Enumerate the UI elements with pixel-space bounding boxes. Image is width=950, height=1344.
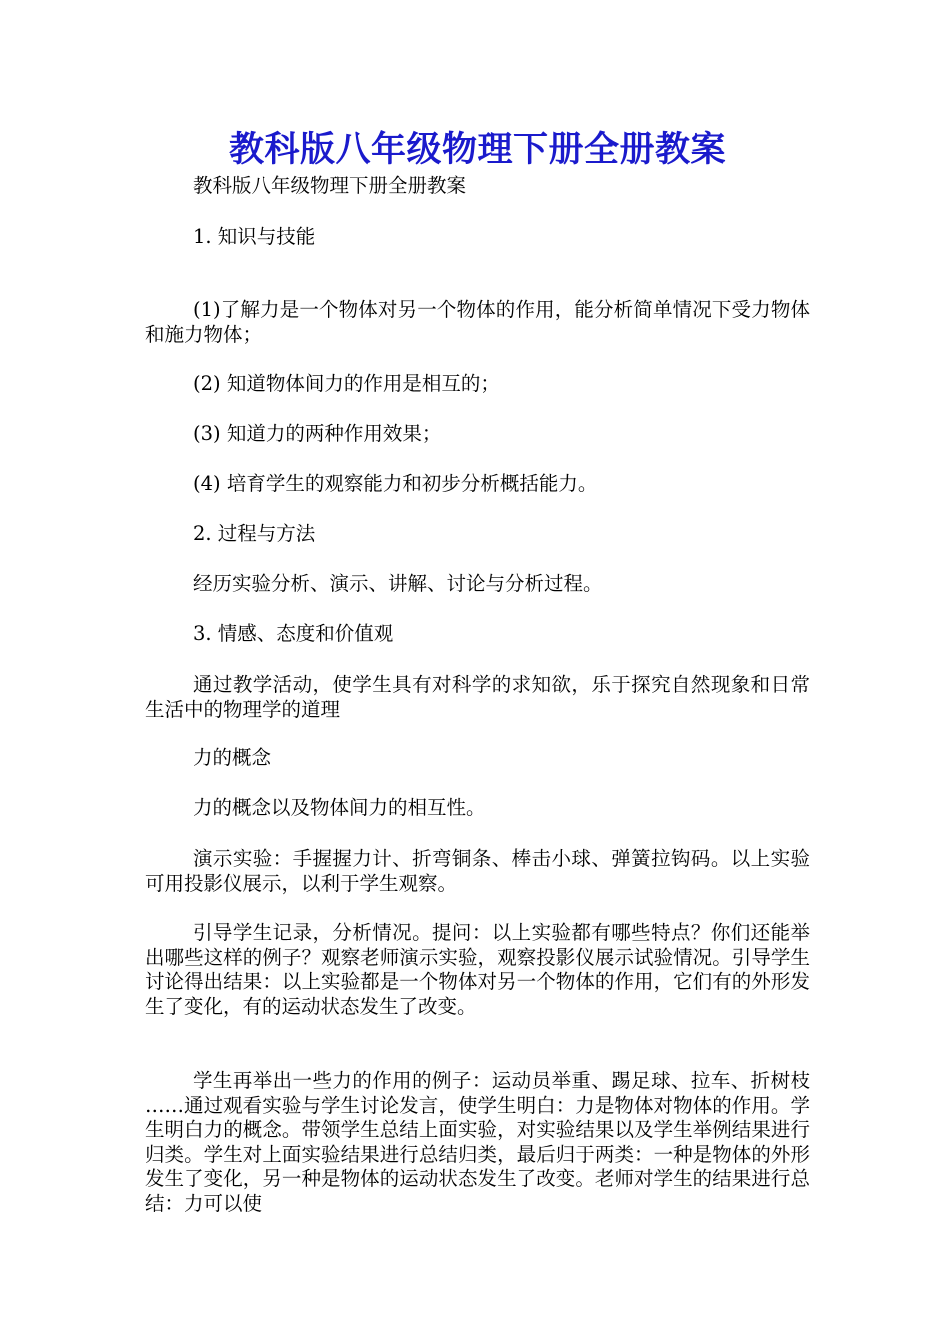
guided-record-paragraph: 引导学生记录，分析情况。提问：以上实验都有哪些特点？你们还能举出哪些这样的例子？观察老师演示实验，观察投影仪展示试验情况。引导学生讨论得出结果：以上实验都是一个物体对另一个物体的作用，它们有的外形发生了变化，有的运动状态发生了改变。 xyxy=(145,921,810,1018)
objective-paragraph-3: (3) 知道力的两种作用效果； xyxy=(193,422,442,445)
values-paragraph: 通过教学活动，使学生具有对科学的求知欲，乐于探究自然现象和日常生活中的物理学的道理 xyxy=(145,673,810,721)
objective-paragraph-4: (4) 培育学生的观察能力和初步分析概括能力。 xyxy=(193,472,598,495)
section-heading-values: 3. 情感、态度和价值观 xyxy=(193,622,394,645)
subtitle-paragraph: 教科版八年级物理下册全册教案 xyxy=(193,174,467,197)
demo-experiment-paragraph: 演示实验：手握握力计、折弯铜条、棒击小球、弹簧拉钩码。以上实验可用投影仪展示，以利于学生观察。 xyxy=(145,847,810,895)
objective-paragraph-2: (2) 知道物体间力的作用是相互的； xyxy=(193,372,500,395)
key-point-paragraph: 力的概念以及物体间力的相互性。 xyxy=(193,796,486,819)
section-heading-process-methods: 2. 过程与方法 xyxy=(193,522,316,545)
topic-heading: 力的概念 xyxy=(193,746,272,769)
section-heading-knowledge-skills: 1. 知识与技能 xyxy=(193,225,316,248)
student-examples-paragraph: 学生再举出一些力的作用的例子：运动员举重、踢足球、拉车、折树枝 ……通过观看实验与学生讨论发言，使学生明白：力是物体对物体的作用。学生明白力的概念。带领学生总结上面实验，对实验结果以及学生举例结果进行归类。学生对上面实验结果进行总结归类，最后归于两类：一种是物体的外形发生了变化，另一种是物体的运动状态发生了改变。老师对学生的结果进行总结：力可以使 xyxy=(145,1069,810,1215)
objective-paragraph-1: (1)了解力是一个物体对另一个物体的作用，能分析简单情况下受力物体和施力物体； xyxy=(145,298,810,346)
document-title: 教科版八年级物理下册全册教案 xyxy=(228,130,726,170)
process-paragraph: 经历实验分析、演示、讲解、讨论与分析过程。 xyxy=(193,572,603,595)
